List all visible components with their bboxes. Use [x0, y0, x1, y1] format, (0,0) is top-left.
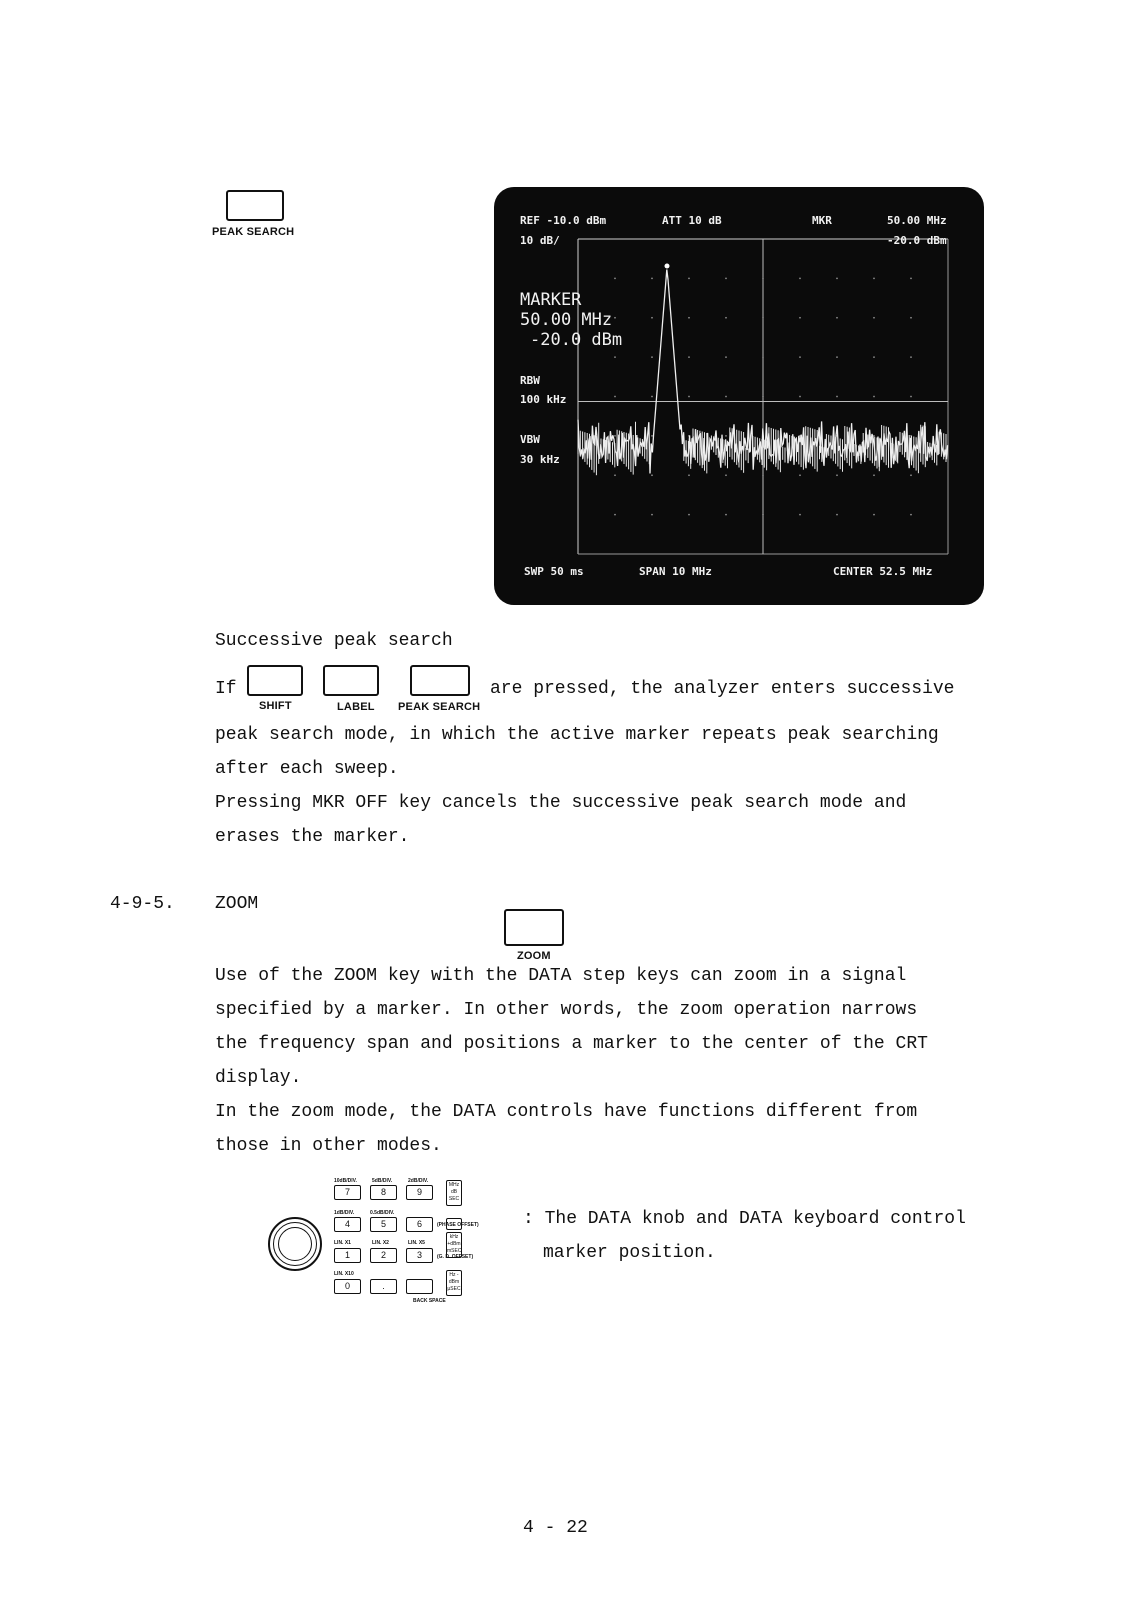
graticule-dot: [688, 396, 690, 398]
zoom-body: [215, 959, 928, 1163]
zoom-line: In the zoom mode, the DATA controls have functions different from: [215, 1102, 918, 1122]
marker-level: -20.0 dBm: [530, 330, 623, 350]
successive-line: peak search mode, in which the active marker repeats peak searching: [215, 725, 939, 745]
successive-line: erases the marker.: [215, 827, 410, 847]
label-gd-offset: (G. D. OFFSET): [437, 1254, 474, 1260]
graticule-dot: [910, 277, 912, 279]
sweep-time-readout: SWP 50 ms: [524, 565, 584, 578]
keypad-description-2: marker position.: [543, 1243, 716, 1263]
graticule-dot: [688, 317, 690, 319]
successive-line: Pressing MKR OFF key cancels the successive peak search mode and: [215, 793, 907, 813]
key-decimal[interactable]: .: [370, 1279, 397, 1294]
graticule-dot: [762, 356, 764, 358]
shift-key[interactable]: [247, 665, 303, 696]
graticule-dot: [910, 396, 912, 398]
graticule-dot: [836, 356, 838, 358]
graticule-dot: [762, 277, 764, 279]
graticule-dot: [762, 474, 764, 476]
graticule-dot: [873, 396, 875, 398]
marker-readout-label: MKR: [812, 214, 832, 227]
graticule-dot: [910, 474, 912, 476]
ref-level-readout: REF -10.0 dBm: [520, 214, 607, 227]
graticule-dot: [873, 277, 875, 279]
label-key[interactable]: [323, 665, 379, 696]
peak-search-key-2-label: PEAK SEARCH: [398, 701, 481, 713]
graticule-dot: [910, 514, 912, 516]
graticule-dot: [799, 317, 801, 319]
key-6[interactable]: 6: [406, 1217, 433, 1232]
label-lin-x10: LIN. X10: [334, 1271, 354, 1277]
key-0[interactable]: 0: [334, 1279, 361, 1294]
graticule-dot: [873, 356, 875, 358]
graticule-dot: [910, 317, 912, 319]
graticule-dot: [725, 317, 727, 319]
section-number: 4-9-5.: [110, 894, 175, 914]
graticule-dot: [873, 474, 875, 476]
label-05db-div: 0.5dB/DIV.: [370, 1210, 395, 1216]
graticule-dot: [799, 277, 801, 279]
marker-frequency: 50.00 MHz: [520, 310, 613, 330]
zoom-line: specified by a marker. In other words, the zoom operation narrows: [215, 1000, 918, 1020]
key-unit-blank[interactable]: [446, 1218, 462, 1230]
graticule-dot: [651, 435, 653, 437]
graticule-dot: [651, 277, 653, 279]
graticule-dot: [762, 396, 764, 398]
zoom-line: those in other modes.: [215, 1136, 442, 1156]
marker-freq-readout: 50.00 MHz: [887, 214, 947, 227]
key-7[interactable]: 7: [334, 1185, 361, 1200]
label-phase-offset: (PHASE OFFSET): [437, 1222, 479, 1228]
successive-heading: Successive peak search: [215, 631, 453, 651]
peak-search-key[interactable]: [226, 190, 284, 221]
graticule-dot: [651, 317, 653, 319]
graticule-dot: [725, 277, 727, 279]
graticule-dot: [614, 435, 616, 437]
scale-readout: 10 dB/: [520, 234, 560, 247]
key-3[interactable]: 3: [406, 1248, 433, 1263]
marker-dot: [665, 264, 670, 269]
key-2[interactable]: 2: [370, 1248, 397, 1263]
label-key-label: LABEL: [337, 701, 375, 713]
section-title: ZOOM: [215, 894, 259, 914]
graticule-dot: [614, 396, 616, 398]
key-khz[interactable]: kHz +dBm mSEC: [446, 1232, 462, 1258]
graticule-dot: [836, 277, 838, 279]
graticule-dot: [725, 356, 727, 358]
label-back-space: BACK SPACE: [413, 1298, 446, 1304]
zoom-key-label: ZOOM: [517, 950, 551, 962]
crt-graticule: [494, 187, 984, 605]
label-5db-div: 5dB/DIV.: [372, 1178, 393, 1184]
key-5[interactable]: 5: [370, 1217, 397, 1232]
key-back-space[interactable]: [406, 1279, 433, 1294]
vbw-value: 30 kHz: [520, 453, 560, 466]
label-lin-x2: LIN. X2: [372, 1240, 389, 1246]
graticule-dot: [651, 514, 653, 516]
graticule-dot: [873, 317, 875, 319]
graticule-dot: [688, 514, 690, 516]
graticule-dot: [799, 356, 801, 358]
graticule-dot: [651, 396, 653, 398]
label-1db-div: 1dB/DIV.: [334, 1210, 355, 1216]
marker-title: MARKER: [520, 290, 582, 310]
graticule-dot: [688, 474, 690, 476]
key-8[interactable]: 8: [370, 1185, 397, 1200]
graticule-dot: [614, 474, 616, 476]
graticule-dot: [836, 514, 838, 516]
graticule-dot: [762, 317, 764, 319]
graticule-dot: [799, 474, 801, 476]
graticule-dot: [651, 356, 653, 358]
graticule-dot: [614, 277, 616, 279]
zoom-line: display.: [215, 1068, 302, 1088]
graticule-dot: [725, 396, 727, 398]
span-readout: SPAN 10 MHz: [639, 565, 712, 578]
graticule-dot: [614, 317, 616, 319]
keypad-description-1: : The DATA knob and DATA keyboard control: [523, 1209, 966, 1229]
graticule-dot: [910, 356, 912, 358]
center-freq-readout: CENTER 52.5 MHz: [833, 565, 933, 578]
successive-line: after each sweep.: [215, 759, 399, 779]
key-9[interactable]: 9: [406, 1185, 433, 1200]
vbw-label: VBW: [520, 433, 540, 446]
graticule-dot: [614, 356, 616, 358]
graticule-dot: [651, 474, 653, 476]
marker-level-readout: -20.0 dBm: [887, 234, 947, 247]
graticule-dot: [836, 474, 838, 476]
graticule-dot: [799, 396, 801, 398]
graticule-dot: [873, 514, 875, 516]
graticule-dot: [725, 474, 727, 476]
peak-search-key-2[interactable]: [410, 665, 470, 696]
graticule-dot: [836, 317, 838, 319]
graticule-dot: [836, 396, 838, 398]
attenuation-readout: ATT 10 dB: [662, 214, 722, 227]
label-2db-div: 2dB/DIV.: [408, 1178, 429, 1184]
successive-body: [215, 718, 939, 854]
data-knob[interactable]: [268, 1217, 322, 1271]
graticule-dot: [799, 514, 801, 516]
page-number: 4 - 22: [523, 1518, 588, 1538]
key-1[interactable]: 1: [334, 1248, 361, 1263]
graticule-dot: [688, 356, 690, 358]
label-10db-div: 10dB/DIV.: [334, 1178, 357, 1184]
label-lin-x1: LIN. X1: [334, 1240, 351, 1246]
graticule-dot: [762, 514, 764, 516]
rbw-label: RBW: [520, 374, 540, 387]
key-4[interactable]: 4: [334, 1217, 361, 1232]
shift-key-label: SHIFT: [259, 700, 292, 712]
data-knob-center: [278, 1227, 312, 1261]
key-mhz[interactable]: MHz dB SEC: [446, 1180, 462, 1206]
crt-display: [494, 187, 984, 605]
zoom-key[interactable]: [504, 909, 564, 946]
key-hz[interactable]: Hz -dBm µSEC: [446, 1270, 462, 1296]
graticule-dot: [688, 277, 690, 279]
successive-line1-rest: are pressed, the analyzer enters successive: [490, 679, 955, 699]
peak-search-key-label: PEAK SEARCH: [212, 226, 295, 238]
graticule-dot: [614, 514, 616, 516]
rbw-value: 100 kHz: [520, 393, 567, 406]
zoom-line: the frequency span and positions a marker to the center of the CRT: [215, 1034, 928, 1054]
graticule-dot: [725, 514, 727, 516]
if-word: If: [215, 679, 237, 699]
zoom-line: Use of the ZOOM key with the DATA step keys can zoom in a signal: [215, 966, 907, 986]
label-lin-x5: LIN. X5: [408, 1240, 425, 1246]
graticule-dot: [725, 435, 727, 437]
